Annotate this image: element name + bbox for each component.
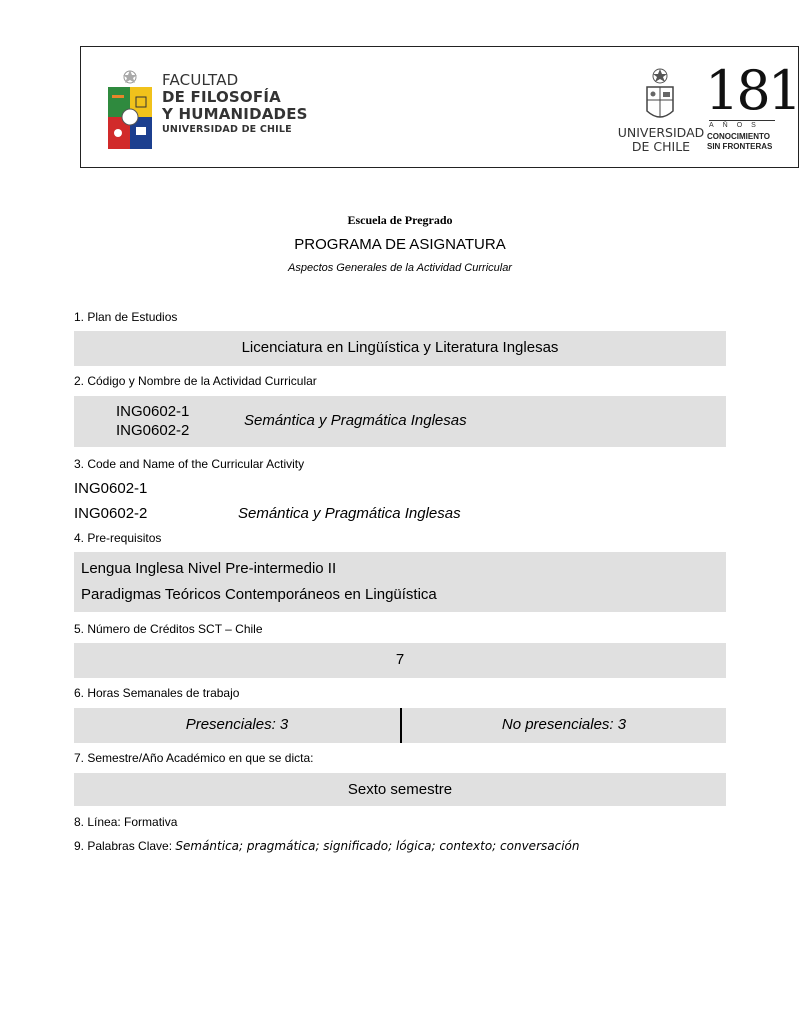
section-6-label: 6. Horas Semanales de trabajo [74, 686, 240, 700]
section-3-label: 3. Code and Name of the Curricular Activity [74, 457, 305, 471]
activity-code-1: ING0602-1 [116, 403, 190, 420]
plan-de-estudios-box [74, 331, 726, 366]
university-seal-icon [641, 67, 679, 125]
section-8-label: 8. Línea: Formativa [74, 815, 178, 829]
section-2-label: 2. Código y Nombre de la Actividad Curricular [74, 374, 317, 388]
credits-value: 7 [395, 651, 405, 668]
activity-code-2: ING0602-2 [116, 422, 190, 439]
credits-box [74, 643, 726, 678]
activity-code-box [74, 396, 726, 447]
presencial-hours: Presenciales: 3 [185, 716, 289, 733]
school-name: Escuela de Pregrado [347, 213, 453, 227]
university-line-2: DE CHILE [631, 139, 691, 154]
university-wordmark [615, 126, 707, 154]
faculty-line-3: Y HUMANIDADES [162, 105, 308, 123]
non-presencial-hours: No presenciales: 3 [501, 716, 627, 733]
faculty-wordmark [162, 72, 308, 137]
section-9-row [74, 839, 579, 853]
semester-value: Sexto semestre [347, 781, 453, 798]
anniversary-motto [707, 132, 772, 152]
faculty-line-4: UNIVERSIDAD DE CHILE [162, 124, 292, 135]
shield-center-emblem [122, 109, 138, 125]
page-subtitle: Aspectos Generales de la Actividad Curricular [288, 262, 512, 274]
semester-box [74, 773, 726, 806]
curricular-code-1: ING0602-1 [74, 480, 148, 497]
weekly-hours-box [74, 708, 726, 743]
faculty-shield-logo [106, 69, 154, 151]
section-5-label: 5. Número de Créditos SCT – Chile [74, 622, 263, 636]
keywords-value: Semántica; pragmática; significado; lógica; contexto; conversación [175, 839, 580, 853]
header-logos-box [80, 46, 799, 168]
prerequisite-item-1: Lengua Inglesa Nivel Pre-intermedio II [81, 560, 337, 577]
prerequisites-box [74, 552, 726, 612]
faculty-line-2: DE FILOSOFÍA [162, 88, 281, 106]
section-7-label: 7. Semestre/Año Académico en que se dicta: [74, 751, 314, 765]
anniversary-anos: AÑOS [709, 120, 775, 129]
plan-de-estudios-value: Licenciatura en Lingüística y Literatura Inglesas [241, 339, 559, 356]
section-9-label: 9. Palabras Clave: [74, 839, 176, 853]
section-1-label: 1. Plan de Estudios [74, 310, 178, 324]
university-line-1: UNIVERSIDAD [617, 125, 705, 140]
motto-line-1: CONOCIMIENTO [707, 132, 770, 141]
curricular-name: Semántica y Pragmática Inglesas [238, 505, 461, 522]
anniversary-number: 181 [705, 59, 800, 122]
activity-name: Semántica y Pragmática Inglesas [244, 412, 467, 429]
faculty-line-1: FACULTAD [162, 71, 239, 89]
motto-line-2: SIN FRONTERAS [707, 142, 773, 151]
curricular-code-2: ING0602-2 [74, 505, 148, 522]
star-ornament [123, 70, 137, 83]
section-4-label: 4. Pre-requisitos [74, 531, 162, 545]
prerequisite-item-2: Paradigmas Teóricos Contemporáneos en Lingüística [81, 586, 437, 603]
page-title: PROGRAMA DE ASIGNATURA [294, 236, 506, 253]
